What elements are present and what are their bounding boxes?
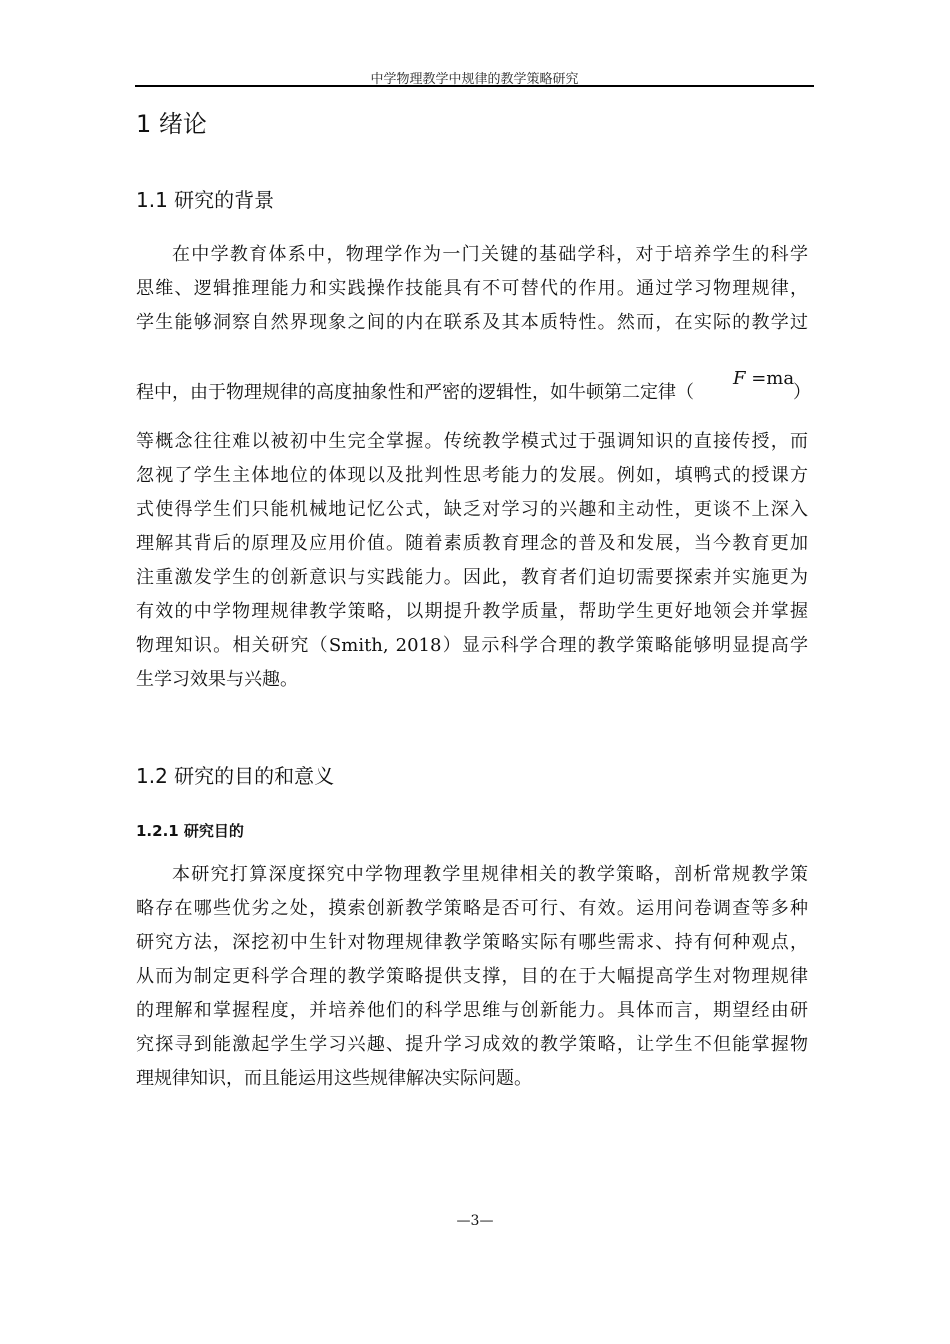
paragraph-line: 等概念往往难以被初中生完全掌握。传统教学模式过于强调知识的直接传授，而 xyxy=(136,431,808,452)
formula-newton-second-law xyxy=(733,368,794,389)
formula-variable: F xyxy=(733,368,746,389)
paragraph-line: 理规律知识，而且能运用这些规律解决实际问题。 xyxy=(136,1068,532,1089)
paragraph-line: 生学习效果与兴趣。 xyxy=(136,669,298,690)
paragraph-line: 研究方法，深挖初中生针对物理规律教学策略实际有哪些需求、持有何种观点， xyxy=(136,932,808,953)
paragraph-line: 式使得学生们只能机械地记忆公式，缺乏对学习的兴趣和主动性，更谈不上深入 xyxy=(136,499,808,520)
formula-rest: =ma xyxy=(745,368,795,389)
chapter-title: 1 绪论 xyxy=(136,110,207,138)
paragraph-line: ） xyxy=(793,382,811,403)
paragraph-line: 的理解和掌握程度，并培养他们的科学思维与创新能力。具体而言，期望经由研 xyxy=(136,1000,808,1021)
paragraph-line: 究探寻到能激起学生学习兴趣、提升学习成效的教学策略，让学生不但能掌握物 xyxy=(136,1034,808,1055)
paragraph-line: 注重激发学生的创新意识与实践能力。因此，教育者们迫切需要探索并实施更为 xyxy=(136,567,808,588)
paragraph-line: 思维、逻辑推理能力和实践操作技能具有不可替代的作用。通过学习物理规律， xyxy=(136,278,808,299)
paragraph-line: 程中，由于物理规律的高度抽象性和严密的逻辑性，如牛顿第二定律（ xyxy=(136,382,694,403)
paragraph-line: 略存在哪些优劣之处，摸索创新教学策略是否可行、有效。运用问卷调查等多种 xyxy=(136,898,808,919)
paragraph-line: 物理知识。相关研究（Smith, 2018）显示科学合理的教学策略能够明显提高学 xyxy=(136,635,808,656)
page-number: —3— xyxy=(456,1213,494,1229)
paragraph-line: 有效的中学物理规律教学策略，以期提升教学质量，帮助学生更好地领会并掌握 xyxy=(136,601,808,622)
paragraph-line: 从而为制定更科学合理的教学策略提供支撑，目的在于大幅提高学生对物理规律 xyxy=(136,966,808,987)
section-title-1-1: 1.1 研究的背景 xyxy=(136,188,275,212)
paragraph-line: 本研究打算深度探究中学物理教学里规律相关的教学策略，剖析常规教学策 xyxy=(172,864,808,885)
paragraph-line: 学生能够洞察自然界现象之间的内在联系及其本质特性。然而，在实际的教学过 xyxy=(136,312,808,333)
paragraph-line: 理解其背后的原理及应用价值。随着素质教育理念的普及和发展，当今教育更加 xyxy=(136,533,808,554)
running-header: 中学物理教学中规律的教学策略研究 xyxy=(370,72,579,87)
paragraph-line: 在中学教育体系中，物理学作为一门关键的基础学科，对于培养学生的科学 xyxy=(172,244,808,265)
paragraph-line: 忽视了学生主体地位的体现以及批判性思考能力的发展。例如，填鸭式的授课方 xyxy=(136,465,808,486)
section-title-1-2: 1.2 研究的目的和意义 xyxy=(136,764,335,788)
header-rule xyxy=(135,85,814,87)
subsection-title-1-2-1: 1.2.1 研究目的 xyxy=(136,822,244,840)
